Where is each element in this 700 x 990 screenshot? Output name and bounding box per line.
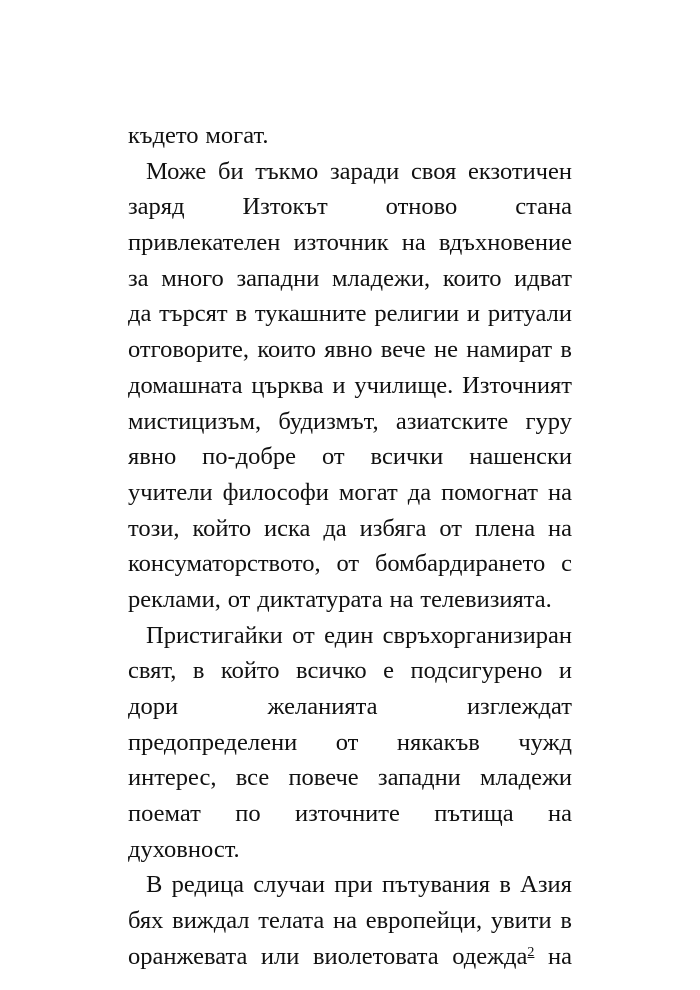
word: на [547, 800, 572, 828]
word: търсят [159, 300, 228, 328]
word: и [466, 300, 481, 328]
word: който [220, 657, 280, 685]
word: пътища [434, 800, 514, 828]
word: духовност. [128, 835, 240, 863]
text-line [128, 368, 572, 404]
word: не [433, 336, 458, 364]
word: будизмът, [278, 407, 379, 435]
word: все [235, 764, 270, 792]
text-line [128, 296, 572, 332]
word: диктатурата [257, 585, 383, 613]
word: виолетовата [312, 942, 439, 970]
word: тъкмо [255, 157, 319, 185]
text-line [128, 511, 572, 547]
word: мистицизъм, [128, 407, 262, 435]
word: да [407, 478, 432, 506]
paragraph [128, 118, 572, 154]
word: на [547, 942, 572, 970]
word: домашната [128, 371, 243, 399]
word: нашенски [469, 443, 572, 471]
footnote-marker[interactable]: 2 [527, 944, 535, 960]
word: виждал [172, 907, 250, 935]
word: могат. [205, 122, 269, 149]
word: подсигурено [410, 657, 543, 685]
word: бях [128, 907, 164, 935]
word: където [128, 122, 199, 149]
word: пътувания [382, 871, 491, 899]
text-line [128, 760, 572, 796]
word: Азия [520, 871, 572, 899]
text-line [128, 118, 572, 154]
word: вече [380, 336, 426, 364]
text-line [128, 867, 572, 903]
word: своя [410, 157, 457, 185]
word: на [547, 478, 572, 506]
word: западни [236, 264, 320, 292]
word: при [334, 871, 373, 899]
word: който [192, 514, 252, 542]
text-line [128, 725, 572, 761]
word: философи [222, 478, 329, 506]
word: заради [329, 157, 400, 185]
text-line [128, 939, 572, 975]
word: привлекателен [128, 229, 281, 257]
word: бомбардирането [374, 550, 546, 578]
word: в [499, 871, 511, 899]
word: учители [128, 478, 213, 506]
word: или [260, 942, 300, 970]
word: Пристигайки [146, 621, 283, 649]
text-line [128, 261, 572, 297]
word: намират [466, 336, 553, 364]
text-line [128, 653, 572, 689]
word: и [332, 371, 346, 399]
text-line [128, 154, 572, 190]
word: да [323, 514, 347, 542]
word: екзотичен [467, 157, 572, 185]
word: одежда$^2$ [452, 942, 535, 970]
word: свят, [128, 657, 177, 685]
word: ритуали [487, 300, 572, 328]
text-line [128, 439, 572, 475]
word: поемат [128, 800, 201, 828]
word: младежи [480, 764, 572, 792]
word: редица [171, 871, 244, 899]
word: иска [264, 514, 311, 542]
word: в [560, 336, 572, 364]
word: дори [128, 693, 179, 720]
word: в [560, 907, 572, 935]
text-line [128, 546, 572, 582]
word: реклами, [128, 585, 221, 613]
word: по-добре [202, 443, 296, 471]
word: е [383, 657, 395, 685]
word: църква [251, 371, 324, 399]
word: много [161, 264, 224, 292]
text-line [128, 404, 572, 440]
word: от [227, 585, 251, 613]
word: изглеждат [466, 693, 572, 720]
word: случаи [253, 871, 325, 899]
text-line [128, 618, 572, 654]
word: от [321, 443, 345, 471]
word: гуру [525, 407, 572, 435]
word: тукашните [254, 300, 367, 328]
word: от [335, 728, 359, 756]
word: телата [258, 907, 325, 935]
text-line [128, 225, 572, 261]
word: на [332, 907, 357, 935]
word: в [235, 300, 248, 328]
word: някакъв [396, 728, 480, 756]
word: помогнат [441, 478, 538, 506]
word: чужд [518, 728, 572, 756]
word: училище. [354, 371, 454, 399]
word: на [401, 229, 426, 257]
word: отново [385, 193, 458, 221]
word: оранжевата [128, 942, 248, 970]
word: от [439, 514, 462, 542]
word: всички [370, 443, 444, 471]
text-line [128, 903, 572, 939]
word: плена [474, 514, 536, 542]
word: явно [324, 336, 373, 364]
word: консуматорството, [128, 550, 321, 578]
text-line [128, 796, 572, 832]
word: на [389, 585, 414, 613]
word: отговорите, [128, 336, 250, 364]
word: избяга [359, 514, 427, 542]
word: би [217, 157, 244, 185]
paragraph [128, 618, 572, 868]
word: Може [146, 157, 207, 185]
word: Източният [462, 371, 572, 399]
word: В [146, 871, 163, 899]
word: източник [293, 229, 389, 257]
word: стана [515, 193, 572, 221]
word: младежи, [332, 264, 431, 292]
word: интерес, [128, 764, 217, 792]
word: които [257, 336, 316, 364]
word: да [128, 300, 152, 328]
word: в [192, 657, 205, 685]
paragraph [128, 154, 572, 618]
text-line [128, 189, 572, 225]
word: явно [128, 443, 177, 471]
word: този, [128, 514, 180, 542]
word: телевизията. [420, 585, 552, 613]
word: желанията [267, 693, 378, 720]
word: на [548, 514, 572, 542]
word: всичко [296, 657, 367, 685]
text-line [128, 332, 572, 368]
word: вдъхновение [438, 229, 572, 257]
word: свръхорганизиран [382, 621, 572, 649]
word: западни [377, 764, 461, 792]
paragraph [128, 867, 572, 974]
body-text [128, 118, 572, 975]
text-line [128, 582, 572, 618]
word: Изтокът [242, 193, 328, 221]
word: източните [294, 800, 400, 828]
word: от [292, 621, 315, 649]
word: идват [514, 264, 572, 292]
word: азиатските [395, 407, 509, 435]
word: един [324, 621, 374, 649]
word: европейци, [365, 907, 483, 935]
word: повече [288, 764, 359, 792]
word: с [561, 550, 572, 578]
text-line [128, 832, 572, 868]
text-line [128, 475, 572, 511]
word: заряд [128, 193, 185, 221]
word: които [442, 264, 502, 292]
text-line [128, 689, 572, 725]
word: за [128, 264, 149, 292]
word: по [235, 800, 261, 828]
word: предопределени [128, 728, 298, 756]
word: увити [490, 907, 552, 935]
word: религии [374, 300, 460, 328]
word: и [558, 657, 572, 685]
word: от [336, 550, 360, 578]
word: могат [338, 478, 398, 506]
